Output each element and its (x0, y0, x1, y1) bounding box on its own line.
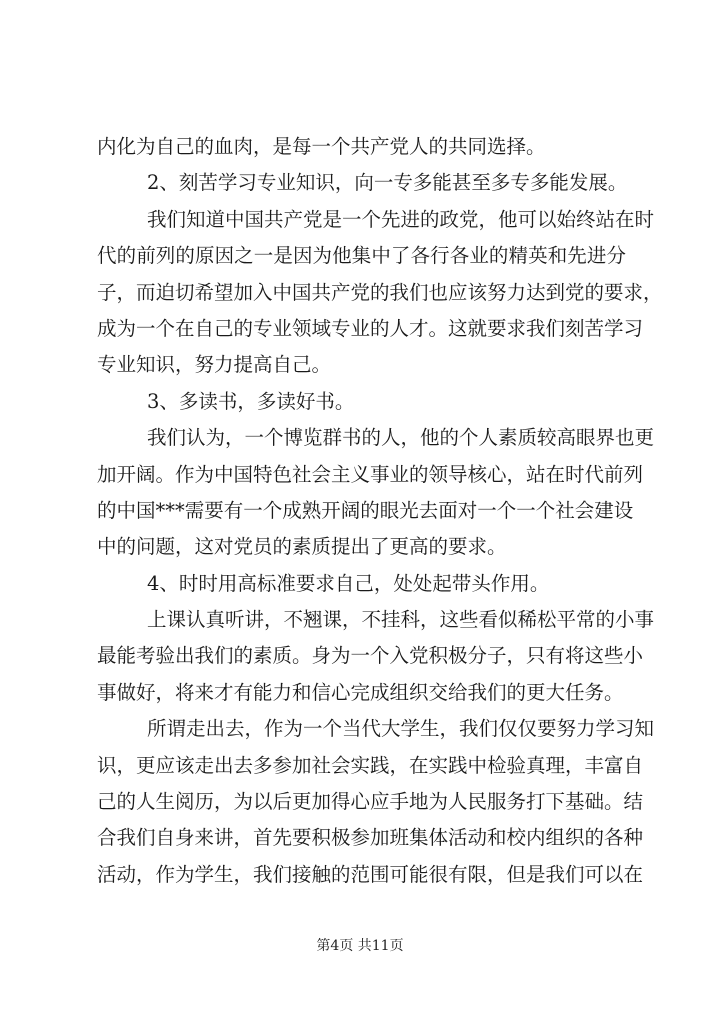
text-line: 事做好，将来才有能力和信心完成组织交给我们的更大任务。 (97, 680, 624, 704)
text-line: 专业知识，努力提高自己。 (97, 353, 332, 377)
text-line: 上课认真听讲，不翘课，不挂科，这些看似稀松平常的小事 (147, 608, 655, 632)
text-line: 最能考验出我们的素质。身为一个入党积极分子，只有将这些小 (97, 644, 644, 668)
text-line: 3、多读书，多读好书。 (147, 389, 355, 413)
text-line: 中的问题，这对党员的素质提出了更高的要求。 (97, 535, 507, 559)
text-line: 的中国***需要有一个成熟开阔的眼光去面对一个一个社会建设 (97, 498, 634, 522)
text-line: 我们认为，一个博览群书的人，他的个人素质较高眼界也更 (147, 426, 655, 450)
text-line: 合我们自身来讲，首先要积极参加班集体活动和校内组织的各种 (97, 826, 644, 850)
text-line: 代的前列的原因之一是因为他集中了各行各业的精英和先进分 (97, 244, 626, 268)
text-line: 己的人生阅历，为以后更加得心应手地为人民服务打下基础。结 (97, 790, 644, 814)
page-footer: 第4页 共11页 (316, 938, 404, 954)
text-line: 4、时时用高标准要求自己，处处起带头作用。 (147, 571, 550, 595)
text-line: 加开阔。作为中国特色社会主义事业的领导核心，站在时代前列 (97, 462, 644, 486)
text-line: 子，而迫切希望加入中国共产党的我们也应该努力达到党的要求， (97, 280, 663, 304)
text-line: 成为一个在自己的专业领域专业的人才。这就要求我们刻苦学习 (97, 316, 644, 340)
text-line: 2、刻苦学习专业知识，向一专多能甚至多专多能发展。 (147, 171, 628, 195)
text-line: 我们知道中国共产党是一个先进的政党，他可以始终站在时 (147, 207, 655, 231)
text-line: 活动，作为学生，我们接触的范围可能很有限，但是我们可以在 (97, 862, 644, 886)
text-line: 内化为自己的血肉，是每一个共产党人的共同选择。 (97, 135, 546, 158)
text-line: 所谓走出去，作为一个当代大学生，我们仅仅要努力学习知 (147, 717, 655, 741)
text-line: 识，更应该走出去多参加社会实践，在实践中检验真理，丰富自 (97, 753, 644, 777)
body-text (97, 129, 663, 893)
